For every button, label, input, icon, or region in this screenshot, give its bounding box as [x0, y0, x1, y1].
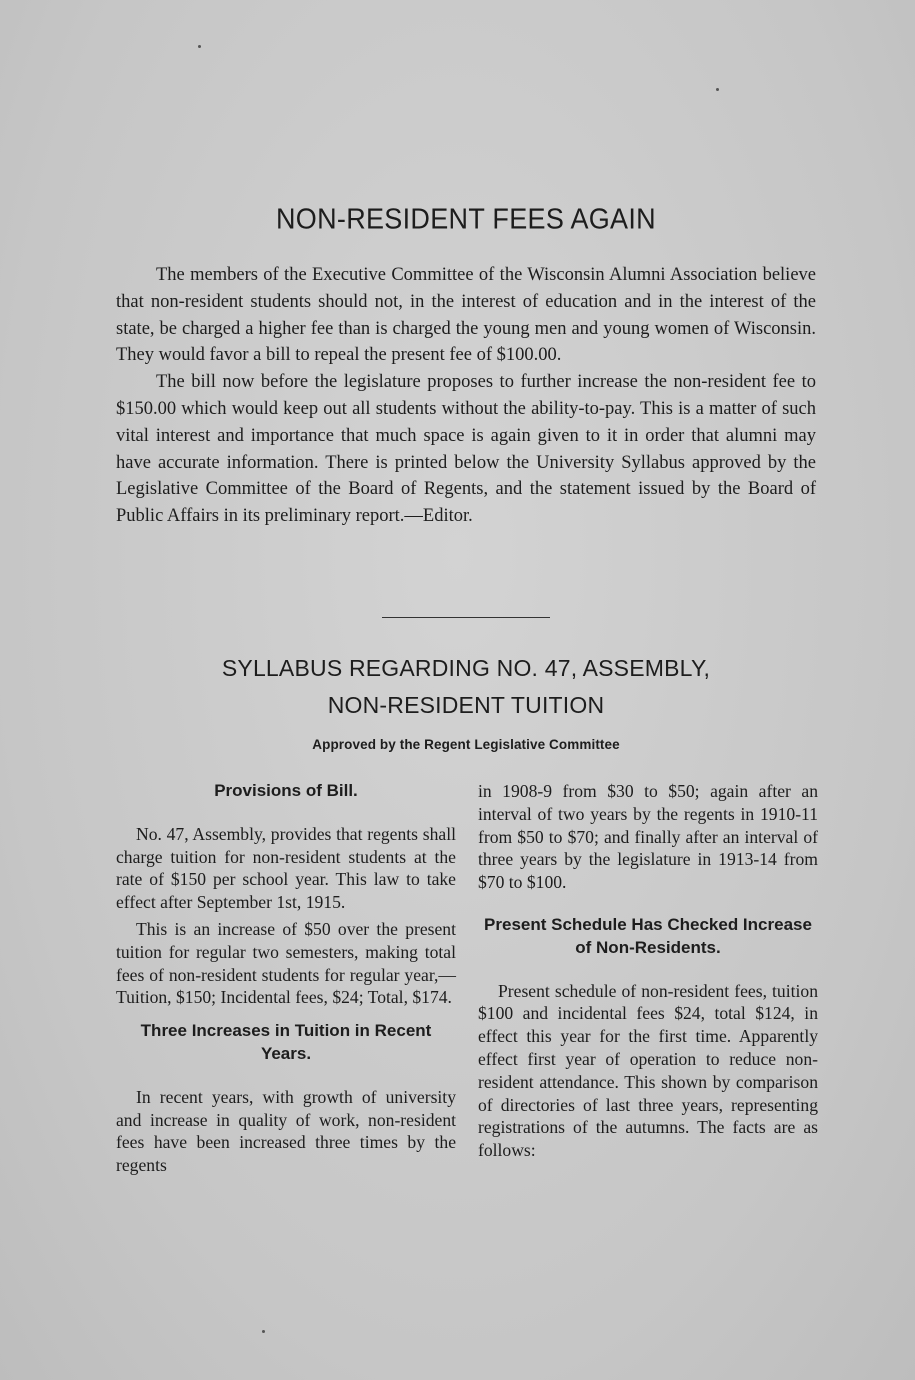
- approval-note: Approved by the Regent Legislative Committee: [312, 737, 620, 752]
- syllabus-title-line2: NON-RESIDENT TUITION: [327, 692, 605, 718]
- article-title: NON-RESIDENT FEES AGAIN: [276, 203, 656, 235]
- body-paragraph: in 1908-9 from $30 to $50; again after an interval of two years by the regents in 1910-11 from $50 to $70; and finally after an interval of three years by the legislature in 1913-14 from $70 to $100.: [478, 781, 818, 893]
- right-column: [478, 780, 818, 1162]
- section-heading: Present Schedule Has Checked Increase of Non-Residents.: [484, 914, 812, 957]
- body-paragraph: In recent years, with growth of university and increase in quality of work, non-resident fees have been increased three times by the regents: [116, 1086, 456, 1176]
- syllabus-title-line1: SYLLABUS REGARDING NO. 47, ASSEMBLY,: [221, 655, 711, 681]
- intro-paragraph: The bill now before the legislature proposes to further increase the non-resident fee to $150.00 which would keep out all students without the ability-to-pay. This is a matter of such vital interest and importance that much space is again given to it in order that alumni may have accurate information. There is printed below the University Syllabus approved by the Legislative Committee of the Board of Regents, and the statement issued by the Board of Public Affairs in its preliminary report.—Editor.: [116, 372, 816, 527]
- section-divider: [382, 617, 550, 618]
- paper-speck: [716, 88, 719, 91]
- body-paragraph: This is an increase of $50 over the present tuition for regular two semesters, making total fees of non-resident students for regular year,—Tuition, $150; Incidental fees, $24; Total, $174.: [116, 918, 456, 1008]
- editorial-intro: [116, 262, 816, 530]
- paper-speck: [198, 45, 201, 48]
- intro-paragraph: The members of the Executive Committee of the Wisconsin Alumni Association believe that non-resident students should not, in the interest of education and in the interest of the state, be charged a higher fee than is charged the young men and young women of Wisconsin. They would favor a bill to repeal the present fee of $100.00.: [116, 265, 816, 366]
- left-column: [116, 780, 456, 1177]
- paper-speck: [262, 1330, 265, 1333]
- body-paragraph: No. 47, Assembly, provides that regents shall charge tuition for non-resident students at the rate of $150 per school year. This law to take effect after September 1st, 1915.: [116, 823, 456, 913]
- syllabus-title: [116, 650, 816, 724]
- section-heading: Provisions of Bill.: [214, 781, 358, 800]
- section-heading: Three Increases in Tuition in Recent Years.: [140, 1021, 432, 1063]
- body-paragraph: Present schedule of non-resident fees, tuition $100 and incidental fees $24, total $124, in effect this year for the first time. Apparently effect first year of operation to reduce non-resident attendance. This shown by comparison of directories of last three years, representing registrations of the autumns. The facts are as follows:: [478, 980, 818, 1161]
